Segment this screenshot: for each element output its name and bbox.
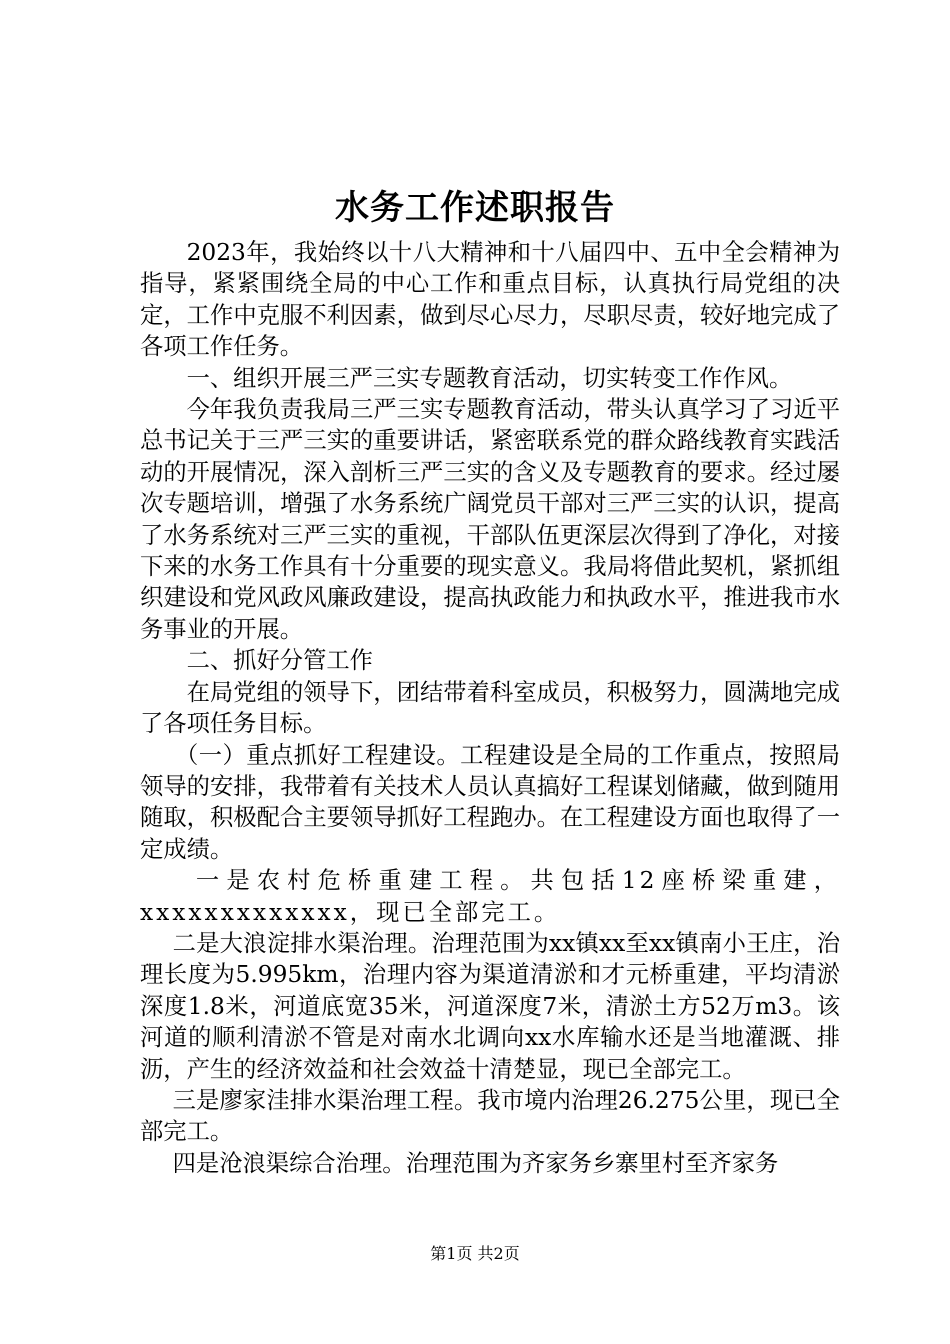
paragraph-subsection-1: （一）重点抓好工程建设。工程建设是全局的工作重点，按照局领导的安排，我带着有关技术人员认真搞好工程谋划储藏，做到随用随取，积极配合主要领导抓好工程跑办。在工程建设方面也取得了一定成绩。: [140, 741, 840, 863]
paragraph-item-2: 二是大浪淀排水渠治理。治理范围为xx镇xx至xx镇南小王庄，治理长度为5.995km，治理内容为渠道清淤和才元桥重建，平均清淤深度1.8米，河道底宽35米，河道深度7米，清淤土方52万m3。该河道的顺利清淤不管是对南水北调向xx水库输水还是当地灌溉、排沥，产生的经济效益和社会效益十清楚显，现已全部完工。: [140, 929, 840, 1083]
paragraph-intro: 2023年，我始终以十八大精神和十八届四中、五中全会精神为指导，紧紧围绕全局的中心工作和重点目标，认真执行局党组的决定，工作中克服不利因素，做到尽心尽力，尽职尽责，较好地完成了各项工作任务。: [140, 239, 840, 361]
paragraph-item-3: 三是廖家洼排水渠治理工程。我市境内治理26.275公里，现已全部完工。: [140, 1086, 840, 1146]
document-body: [140, 237, 840, 1179]
section-heading-1: 一、组织开展三严三实专题教育活动，切实转变工作作风。: [186, 364, 793, 392]
section-heading-2: 二、抓好分管工作: [186, 647, 373, 675]
paragraph-section-1: 今年我负责我局三严三实专题教育活动，带头认真学习了习近平总书记关于三严三实的重要讲话，紧密联系党的群众路线教育实践活动的开展情况，深入剖析三严三实的含义及专题教育的要求。经过屡次专题培训，增强了水务系统广阔党员干部对三严三实的认识，提高了水务系统对三严三实的重视，干部队伍更深层次得到了净化，对接下来的水务工作具有十分重要的现实意义。我局将借此契机，紧抓组织建设和党风政风廉政建设，提高执政能力和执政水平，推进我市水务事业的开展。: [140, 396, 840, 643]
page-number: 第1页 共2页: [430, 1244, 520, 1263]
document-title: 水务工作述职报告: [335, 188, 615, 228]
paragraph-item-1: 一是农村危桥重建工程。共包括12座桥梁重建，xxxxxxxxxxxxx，现已全部完工。: [140, 867, 840, 926]
paragraph-section-2: 在局党组的领导下，团结带着科室成员，积极努力，圆满地完成了各项任务目标。: [140, 678, 840, 738]
paragraph-item-4: 四是沧浪渠综合治理。治理范围为齐家务乡寨里村至齐家务: [172, 1149, 779, 1177]
